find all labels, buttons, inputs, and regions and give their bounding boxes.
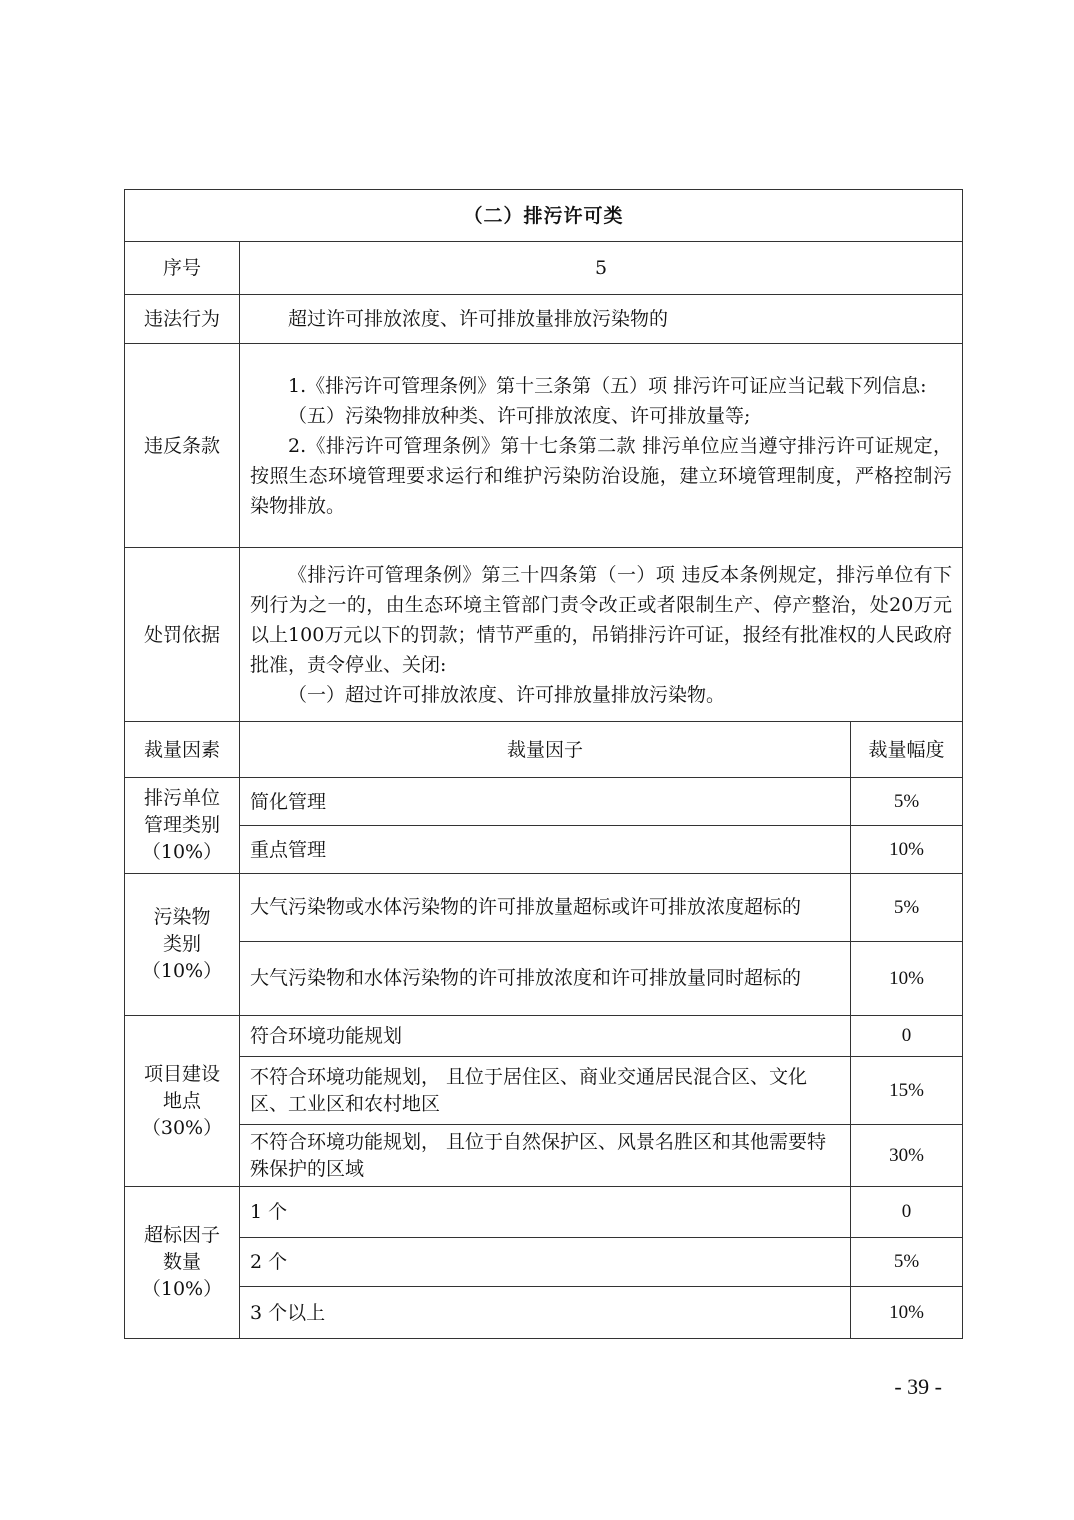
clause-label: 违反条款 bbox=[125, 344, 240, 548]
factor-range: 5% bbox=[851, 1238, 963, 1287]
factor-range: 15% bbox=[851, 1057, 963, 1125]
factor-range: 10% bbox=[851, 826, 963, 874]
violation-value bbox=[240, 295, 963, 344]
factor-item: 不符合环境功能规划， 且位于居住区、商业交通居民混合区、文化区、工业区和农村地区 bbox=[240, 1057, 851, 1125]
factor-item: 1 个 bbox=[240, 1187, 851, 1238]
factor-range: 30% bbox=[851, 1125, 963, 1187]
range-header: 裁量幅度 bbox=[851, 722, 963, 778]
factor-range: 10% bbox=[851, 1287, 963, 1339]
factor-label-pollutant bbox=[125, 874, 240, 1016]
penalty-table bbox=[124, 189, 963, 1339]
violation-label: 违法行为 bbox=[125, 295, 240, 344]
factor-item: 简化管理 bbox=[240, 778, 851, 826]
factor-label-management bbox=[125, 778, 240, 874]
item-header: 裁量因子 bbox=[240, 722, 851, 778]
seq-value: 5 bbox=[240, 242, 963, 295]
factor-label-line: 排污单位 bbox=[143, 787, 220, 809]
factor-range: 0 bbox=[851, 1016, 963, 1057]
penalty-paragraph: 《排污许可管理条例》第三十四条第（一）项 违反本条例规定，排污单位有下列行为之一的，由生态环境主管部门责令改正或者限制生产、停产整治，处20万元以上100万元以下的罚款；情节严重的，吊销排污许可证，报经有批准权的人民政府批准，责令停业、关闭: bbox=[250, 563, 953, 676]
factor-label-line: 管理类别 bbox=[143, 814, 220, 836]
penalty-content bbox=[240, 548, 963, 722]
factor-item: 大气污染物和水体污染物的许可排放浓度和许可排放量同时超标的 bbox=[240, 942, 851, 1016]
factor-range: 5% bbox=[851, 778, 963, 826]
factor-header: 裁量因素 bbox=[125, 722, 240, 778]
factor-item: 重点管理 bbox=[240, 826, 851, 874]
page-number: - 39 - bbox=[894, 1374, 942, 1399]
factor-label-line: （10%） bbox=[141, 841, 223, 863]
clause-paragraph: （五）污染物排放种类、许可排放浓度、许可排放量等; bbox=[288, 404, 751, 427]
factor-label-exceed-count bbox=[125, 1187, 240, 1339]
seq-label: 序号 bbox=[125, 242, 240, 295]
penalty-label: 处罚依据 bbox=[125, 548, 240, 722]
factor-label-line: 污染物 bbox=[153, 906, 211, 928]
clause-paragraph: 2.《排污许可管理条例》第十七条第二款 排污单位应当遵守排污许可证规定，按照生态环境管理要求运行和维护污染防治设施，建立环境管理制度，严格控制污染物排放。 bbox=[250, 434, 953, 517]
factor-label-line: 项目建设 bbox=[143, 1062, 220, 1085]
factor-range: 0 bbox=[851, 1187, 963, 1238]
factor-label-location bbox=[125, 1016, 240, 1187]
penalty-paragraph: （一）超过许可排放浓度、许可排放量排放污染物。 bbox=[288, 683, 726, 706]
factor-item: 符合环境功能规划 bbox=[240, 1016, 851, 1057]
factor-label-line: 类别 bbox=[162, 933, 201, 955]
factor-item: 不符合环境功能规划， 且位于自然保护区、风景名胜区和其他需要特殊保护的区域 bbox=[240, 1125, 851, 1187]
clause-content bbox=[240, 344, 963, 548]
factor-label-line: 超标因子 bbox=[143, 1224, 220, 1246]
factor-label-line: 地点 bbox=[162, 1089, 201, 1112]
factor-range: 10% bbox=[851, 942, 963, 1016]
factor-label-line: （10%） bbox=[141, 1278, 223, 1300]
clause-paragraph: 1.《排污许可管理条例》第十三条第（五）项 排污许可证应当记载下列信息: bbox=[288, 374, 927, 397]
section-title: （二）排污许可类 bbox=[125, 190, 963, 242]
factor-label-line: 数量 bbox=[162, 1251, 201, 1273]
factor-label-line: （10%） bbox=[141, 960, 223, 982]
factor-range: 5% bbox=[851, 874, 963, 942]
factor-item: 2 个 bbox=[240, 1238, 851, 1287]
violation-text: 超过许可排放浓度、许可排放量排放污染物的 bbox=[288, 308, 669, 330]
factor-item: 大气污染物或水体污染物的许可排放量超标或许可排放浓度超标的 bbox=[240, 874, 851, 942]
factor-item: 3 个以上 bbox=[240, 1287, 851, 1339]
factor-label-line: （30%） bbox=[141, 1116, 223, 1139]
